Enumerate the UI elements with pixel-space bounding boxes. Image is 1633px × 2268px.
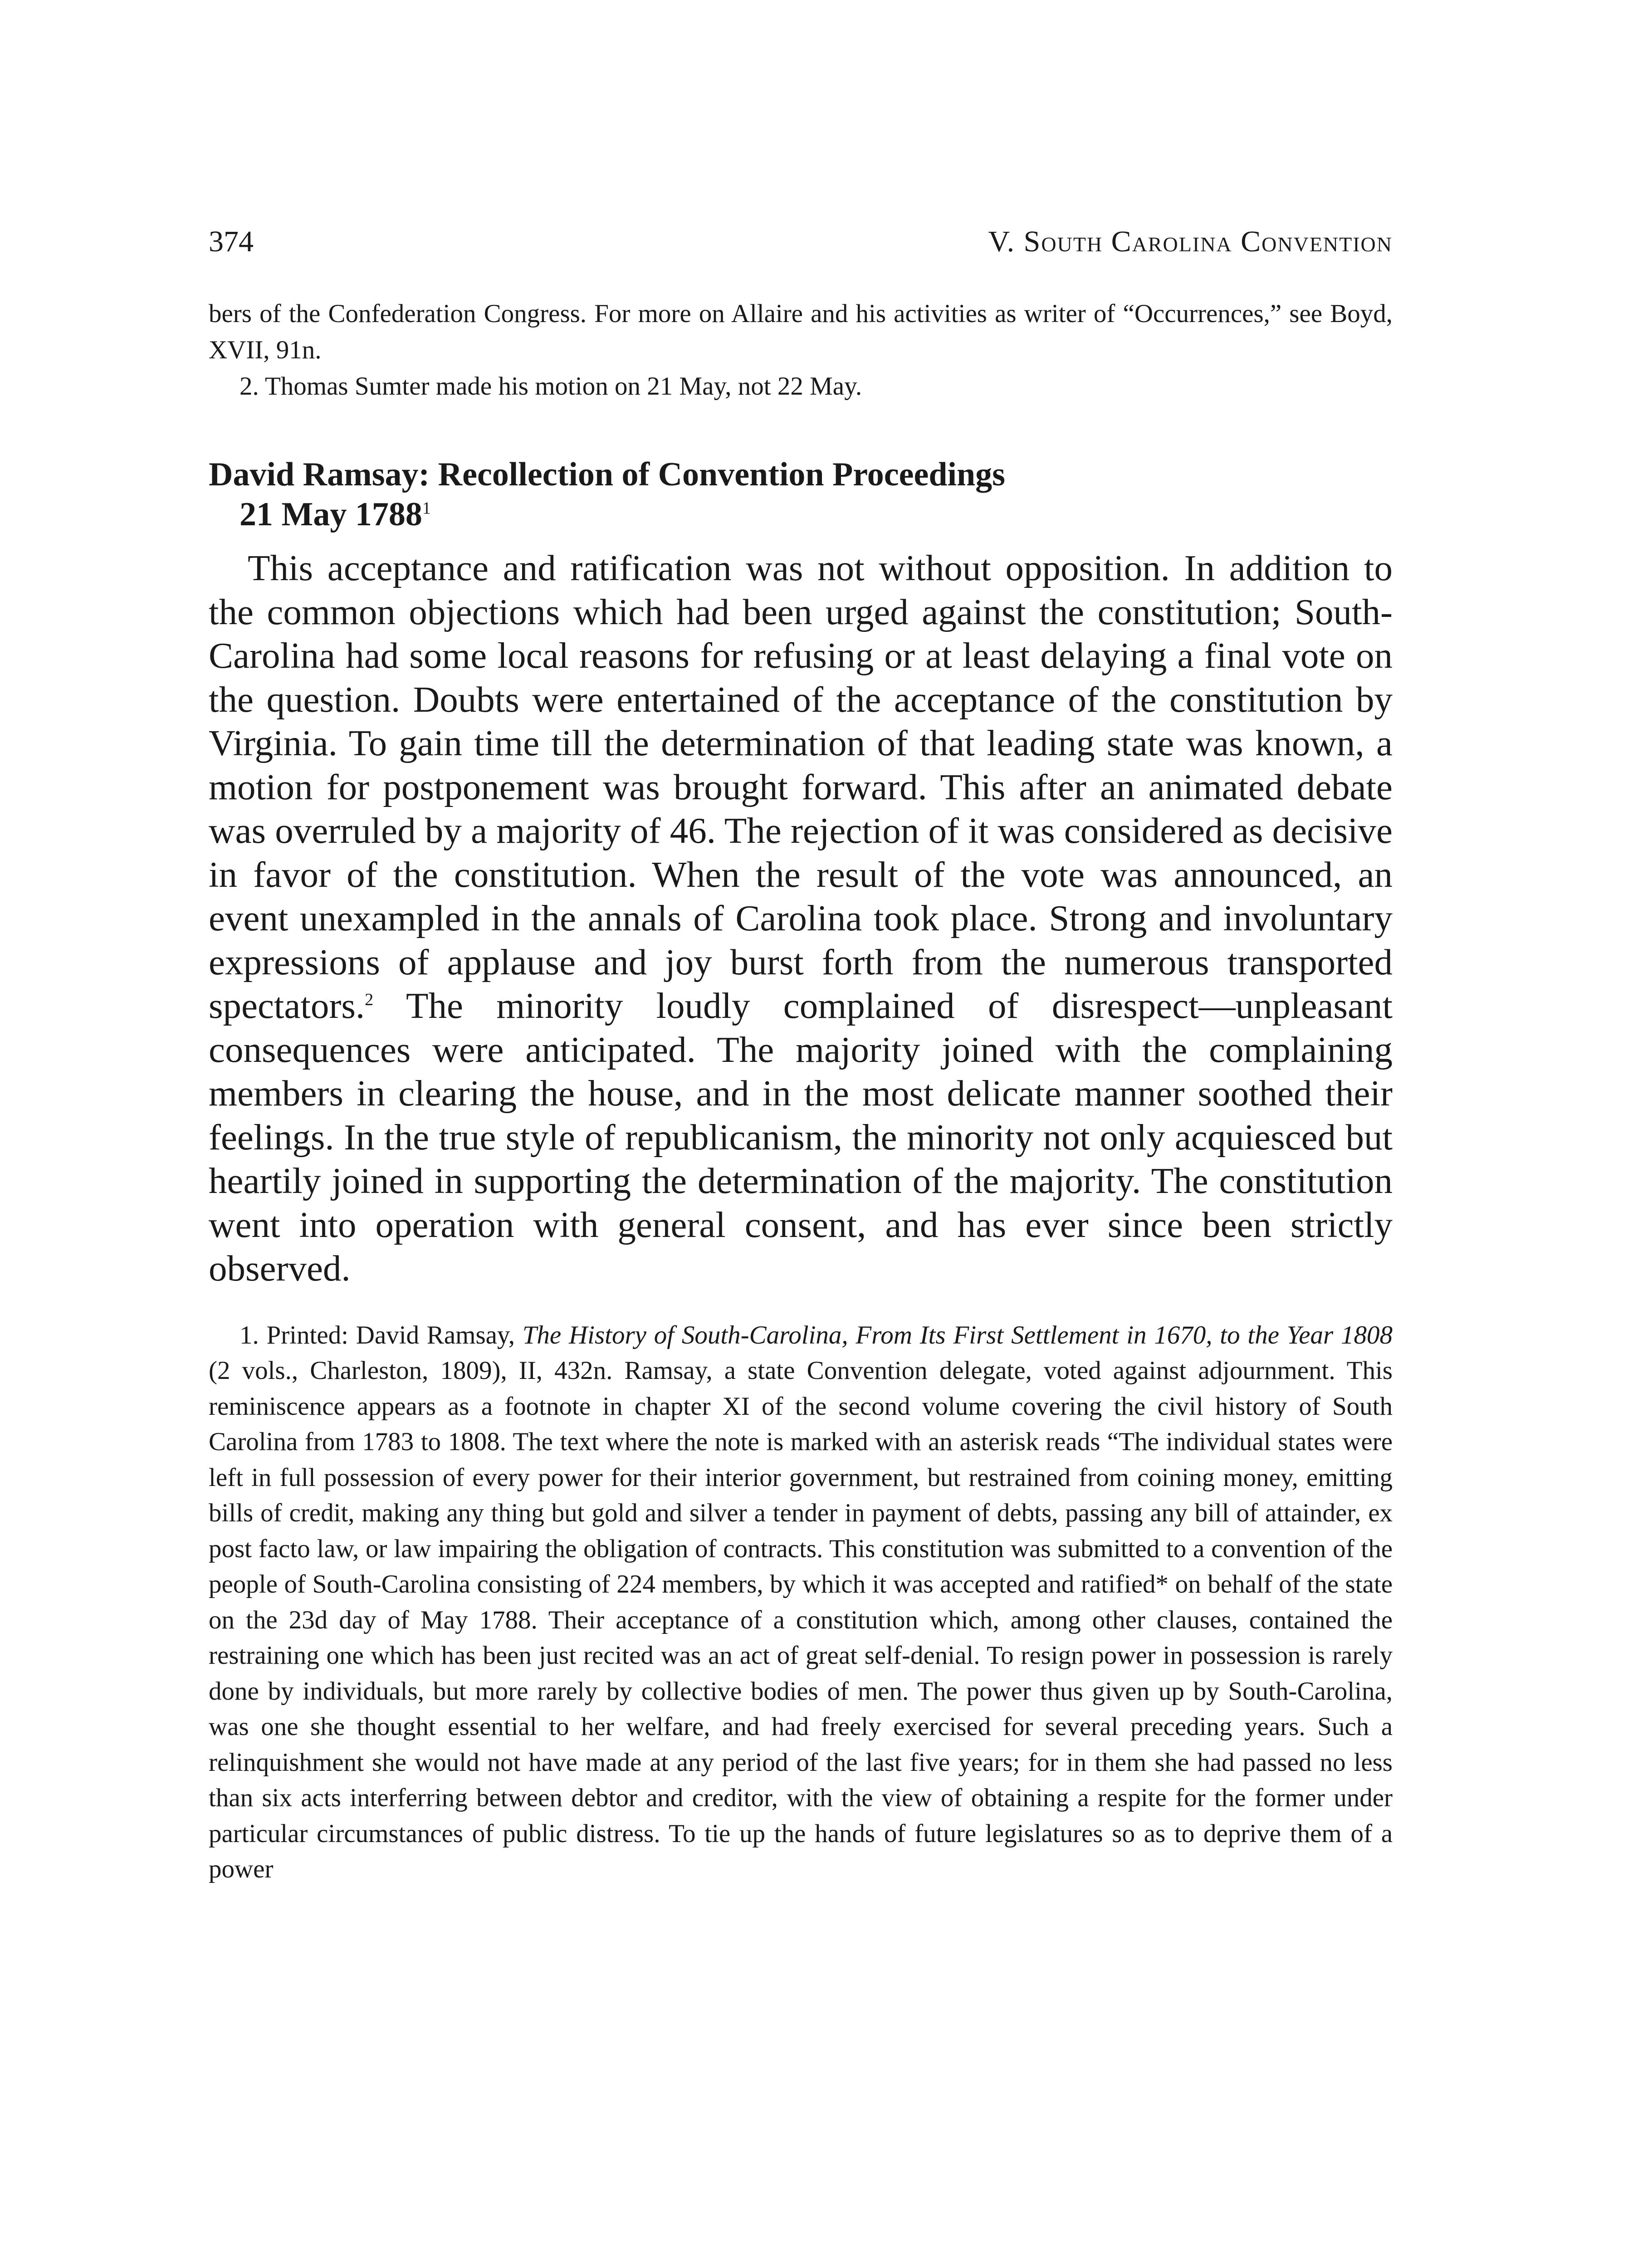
running-head <box>209 227 1393 269</box>
body-text-part2: The minority loudly complained of disrespect—unpleasant consequences were anticipated. The majority joined with the complaining members in clearing the house, and in the most delicate manner soothed their feelings. In the true style of republicanism, the minority not only acquiesced but heartily joined in supporting the determination of the majority. The constitution went into operation with general consent, and has ever since been strictly observed. <box>209 985 1393 1289</box>
section-title: V. South Carolina Convention <box>988 225 1393 258</box>
footnote-continuation: bers of the Confederation Congress. For more on Allaire and his activities as writer of “Occurrences,” see Boyd, XVII, 91n. <box>209 299 1393 364</box>
heading-title: David Ramsay: Recollection of Convention Proceedings <box>209 456 1005 493</box>
page-number: 374 <box>209 225 254 258</box>
heading-note-ref: 1 <box>422 499 431 518</box>
body-text-part1: This acceptance and ratification was not without opposition. In addition to the common objections which had been urged against the constitution; South-Carolina had some local reasons for refusing or at least delaying a final vote on the question. Doubts were entertained of the acceptance of the constitution by Virginia. To gain time till the determination of that leading state was known, a motion for postponement was brought forward. This after an animated debate was overruled by a majority of 46. The rejection of it was considered as decisive in favor of the constitution. When the result of the vote was announced, an event unexampled in the annals of Carolina took place. Strong and involuntary expressions of applause and joy burst forth from the numerous transported spectators. <box>209 547 1393 1026</box>
footnote-1-lead: 1. Printed: David Ramsay, <box>240 1320 523 1349</box>
document-page <box>209 227 1393 1887</box>
document-heading <box>209 455 1393 534</box>
document-body <box>209 546 1393 1290</box>
heading-date-line <box>209 494 1393 534</box>
body-note-ref: 2 <box>365 990 374 1009</box>
footnote-1-rest: (2 vols., Charleston, 1809), II, 432n. Ramsay, a state Convention delegate, voted against adjournment. This reminiscence appears as a footnote in chapter XI of the second volume covering the civil history of South Carolina from 1783 to 1808. The text where the note is marked with an asterisk reads “The individual states were left in full possession of every power for their interior government, but restrained from coining money, emitting bills of credit, making any thing but gold and silver a tender in payment of debts, passing any bill of attainder, ex post facto law, or law impairing the obligation of contracts. This constitution was submitted to a convention of the people of South-Carolina consisting of 224 members, by which it was accepted and ratified* on behalf of the state on the 23d day of May 1788. Their acceptance of a constitution which, among other clauses, contained the restraining one which has been just recited was an act of great self-denial. To resign power in possession is rarely done by individuals, but more rarely by collective bodies of men. The power thus given up by South-Carolina, was one she thought essential to her welfare, and had freely exercised for several preceding years. Such a relinquishment she would not have made at any period of the last five years; for in them she had passed no less than six acts interferring between debtor and creditor, with the view of obtaining a respite for the former under particular circumstances of public distress. To tie up the hands of future legislatures so as to deprive them of a power <box>209 1356 1393 1883</box>
footnotes <box>209 1318 1393 1887</box>
heading-date: 21 May 1788 <box>240 496 422 533</box>
footnote-1 <box>209 1318 1393 1887</box>
footnote-2-previous: 2. Thomas Sumter made his motion on 21 May, not 22 May. <box>240 372 862 401</box>
previous-footnotes <box>209 296 1393 405</box>
footnote-1-book-title: The History of South-Carolina, From Its First Settlement in 1670, to the Year 1808 <box>522 1320 1393 1349</box>
